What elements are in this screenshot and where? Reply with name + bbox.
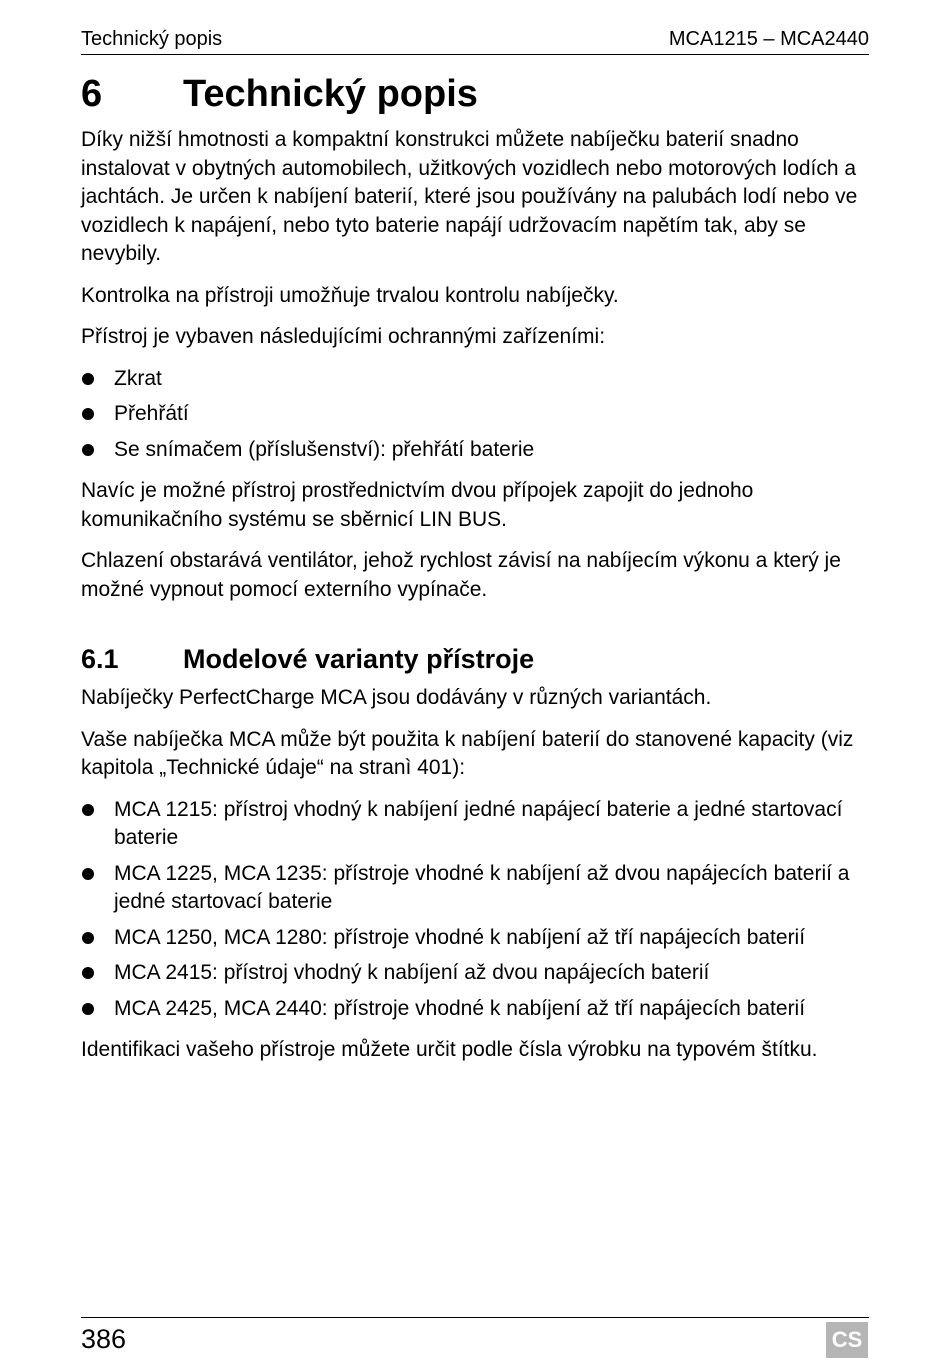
list-item	[81, 959, 869, 988]
list-item	[81, 924, 869, 953]
bullet-icon	[82, 868, 94, 880]
page-content	[81, 70, 869, 1078]
intro-paragraph: Přístroj je vybaven následujícími ochrannými zařízeními:	[81, 325, 606, 348]
header-divider	[81, 54, 869, 55]
bullet-icon	[82, 373, 94, 385]
footer-divider	[81, 1317, 869, 1318]
bullet-icon	[82, 967, 94, 979]
bullet-icon	[82, 932, 94, 944]
list-item-text: Se snímačem (příslušenství): přehřátí baterie	[114, 437, 535, 461]
model-list	[81, 796, 869, 1024]
list-item-text: MCA 1225, MCA 1235: přístroje vhodné k nabíjení až dvou napájecích baterií a jedné startovací baterie	[114, 861, 850, 913]
bullet-icon	[82, 804, 94, 816]
list-item	[81, 365, 869, 394]
chapter-heading	[81, 70, 869, 118]
chapter-title: Technický popis	[183, 73, 478, 115]
section-number: 6.1	[81, 644, 119, 674]
section-paragraph: Nabíječky PerfectCharge MCA jsou dodávány v různých variantách.	[81, 686, 712, 709]
body-paragraph: Chlazení obstarává ventilátor, jehož rychlost závisí na nabíjecím výkonu a který je možné vypnout pomocí externího vypínače.	[81, 549, 841, 601]
bullet-icon	[82, 444, 94, 456]
list-item-text: Přehřátí	[114, 402, 189, 425]
chapter-number: 6	[81, 73, 103, 115]
closing-paragraph: Identifikaci vašeho přístroje můžete určit podle čísla výrobku na typovém štítku.	[81, 1038, 818, 1061]
list-item-text: MCA 2425, MCA 2440: přístroje vhodné k nabíjení až tří napájecích baterií	[114, 996, 806, 1020]
language-badge: CS	[826, 1322, 868, 1358]
bullet-icon	[82, 408, 94, 420]
page-header	[81, 26, 869, 52]
list-item	[81, 436, 869, 465]
list-item-text: Zkrat	[114, 366, 162, 390]
list-item-text: MCA 2415: přístroj vhodný k nabíjení až dvou napájecích baterií	[114, 961, 710, 984]
protection-list	[81, 365, 869, 465]
list-item	[81, 995, 869, 1024]
section-paragraph: Vaše nabíječka MCA může být použita k nabíjení baterií do stanovené kapacity (viz kapitola „Technické údaje“ na stranì 401):	[81, 727, 854, 779]
list-item-text: MCA 1215: přístroj vhodný k nabíjení jedné napájecí baterie a jedné startovací baterie	[114, 797, 843, 849]
page-number: 386	[81, 1324, 127, 1354]
section-title: Modelové varianty přístroje	[183, 644, 535, 674]
intro-paragraph: Kontrolka na přístroji umožňuje trvalou kontrolu nabíječky.	[81, 283, 619, 307]
section-heading	[81, 642, 869, 676]
bullet-icon	[82, 1003, 94, 1015]
list-item	[81, 796, 869, 853]
list-item-text: MCA 1250, MCA 1280: přístroje vhodné k nabíjení až tří napájecích baterií	[114, 925, 806, 949]
body-paragraph: Navíc je možné přístroj prostřednictvím dvou přípojek zapojit do jednoho komunikačního systému se sběrnicí LIN BUS.	[81, 479, 754, 531]
header-section-title: Technický popis	[81, 28, 223, 50]
intro-paragraph: Díky nižší hmotnosti a kompaktní konstrukci můžete nabíječku baterií snadno instalovat v obytných automobilech, užitkových vozidlech nebo motorových lodích a jachtách. Je určen k nabíjení baterií, které jsou používány na palubách lodí nebo ve vozidlech k napájení, nebo tyto baterie napájí udržovacím napětím tak, aby se nevybily.	[81, 128, 858, 265]
list-item	[81, 400, 869, 429]
header-model-range: MCA1215 – MCA2440	[668, 28, 869, 50]
list-item	[81, 860, 869, 917]
